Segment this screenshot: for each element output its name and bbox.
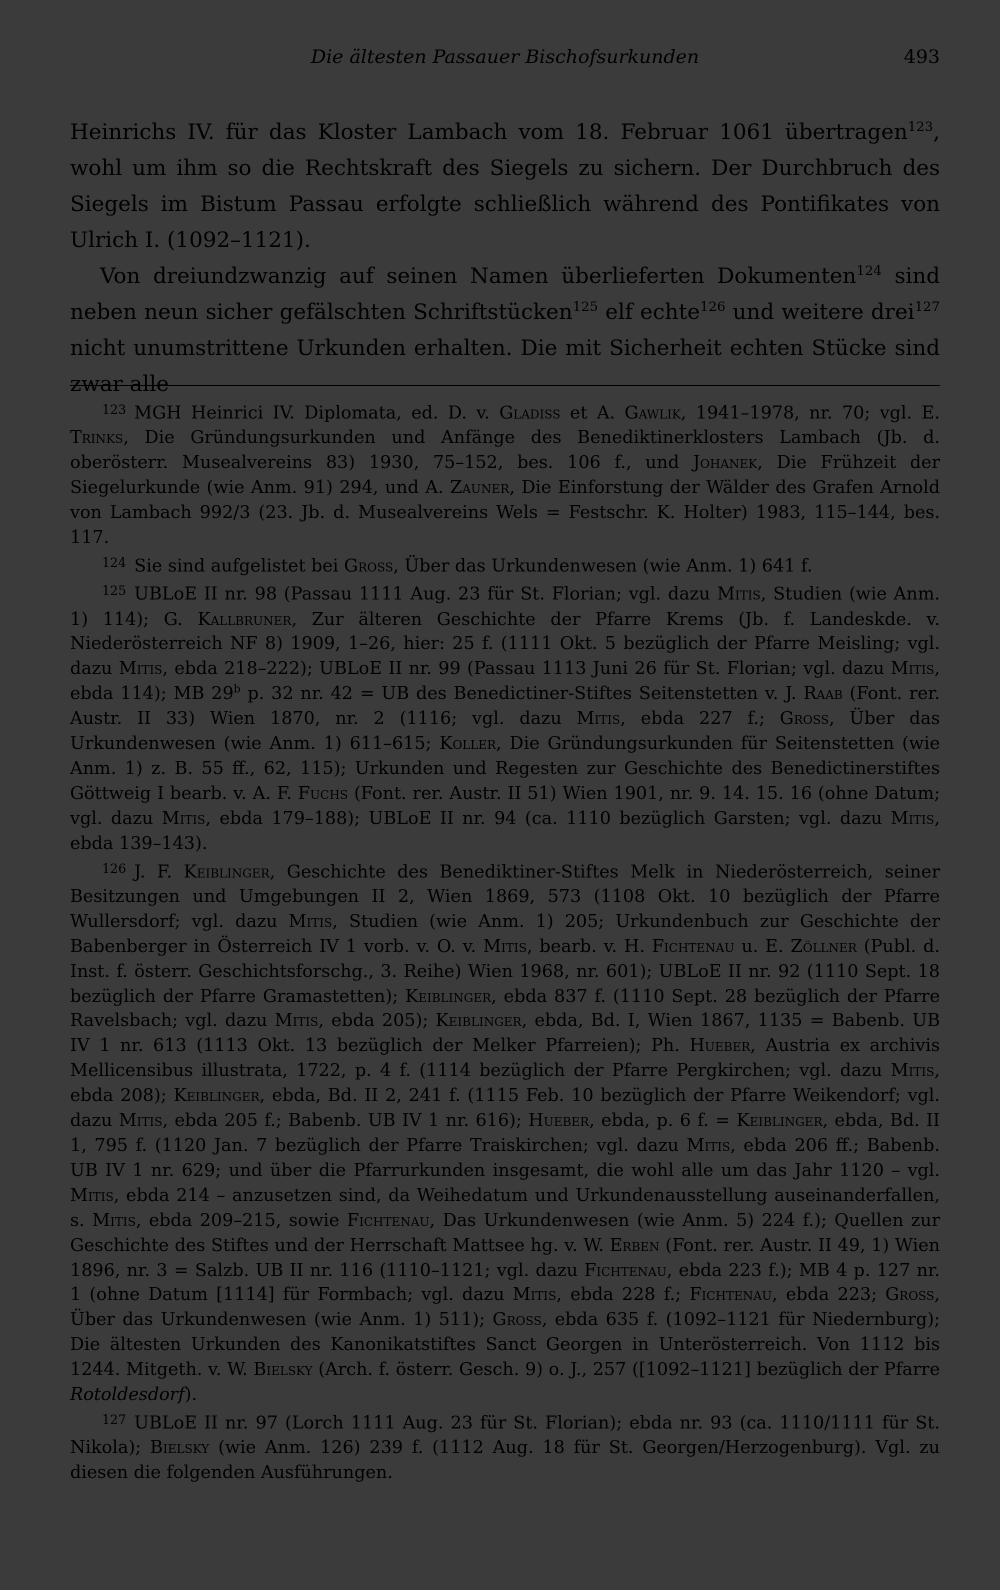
footnote-124: $^{124}$ Sie sind aufgelistet bei Gross, Über das Urkundenwesen (wie Anm. 1) 641 f. — [102, 554, 813, 577]
page-number: 493 — [903, 46, 940, 68]
footnote-number: 124 — [102, 554, 127, 570]
footnote-number: 125 — [102, 583, 127, 599]
paragraph: Von dreiundzwanzig auf seinen Namen überlieferten Dokumenten$^{124}$ sind neben neun sicher gefälschten Schriftstücken$^{125}$ elf echte$^{126}$ und weitere drei$^{127}$ nicht unumstrittene Urkunden erhalten. Die mit Sicherheit echten Stücke sind zwar alle — [70, 264, 941, 397]
footnote-ref[interactable]: 124 — [856, 264, 882, 280]
footnote-ref[interactable]: 125 — [572, 300, 599, 316]
footnote-number: 127 — [102, 1411, 127, 1427]
footnote-number: 126 — [102, 860, 127, 876]
footnote-126: $^{126}$ J. F. Keiblinger, Geschichte des Benediktiner-Stiftes Melk in Niederösterreich, seiner Besitzungen und Umgebungen II 2, Wien 1869, 573 (1108 Okt. 10 bezüglich der Pfarre Wullersdorf; vgl. dazu Mitis, Studien (wie Anm. 1) 205; Urkundenbuch zur Geschichte der Babenberger in Österreich IV 1 vorb. v. O. v. Mitis, bearb. v. H. Fichtenau u. E. Zöllner (Publ. d. Inst. f. österr. Geschichtsforschg., 3. Reihe) Wien 1968, nr. 601); UBLoE II nr. 92 (1110 Sept. 18 bezüglich der Pfarre Gramastetten); Keiblinger, ebda 837 f. (1110 Sept. 28 bezüglich der Pfarre Ravelsbach; vgl. dazu Mitis, ebda 205); Keiblinger, ebda, Bd. I, Wien 1867, 1135 = Babenb. UB IV 1 nr. 613 (1113 Okt. 13 bezüglich der Melker Pfarreien); Ph. Hueber, Austria ex archivis Mellicensibus illustrata, 1722, p. 4 f. (1114 bezüglich der Pfarre Pergkirchen; vgl. dazu Mitis, ebda 208); Keiblinger, ebda, Bd. II 2, 241 f. (1115 Feb. 10 bezüglich der Pfarre Weikendorf; vgl. dazu Mitis, ebda 205 f.; Babenb. UB IV 1 nr. 616); Hueber, ebda, p. 6 f. = Keiblinger, ebda, Bd. II 1, 795 f. (1120 Jan. 7 bezüglich der Pfarre Traiskirchen; vgl. dazu Mitis, ebda 206 ff.; Babenb. UB IV 1 nr. 629; und über die Pfarrurkunden insgesamt, die wohl alle um das Jahr 1120 – vgl. Mitis, ebda 214 – anzusetzen sind, da Weihedatum und Urkundenausstellung auseinanderfallen, s. Mitis, ebda 209–215, sowie Fichtenau, Das Urkundenwesen (wie Anm. 5) 224 f.); Quellen zur Geschichte des Stiftes und der Herrschaft Mattsee hg. v. W. Erben (Font. rer. Austr. II 49, 1) Wien 1896, nr. 3 = Salzb. UB II nr. 116 (1110–1121; vgl. dazu Fichtenau, ebda 223 f.); MB 4 p. 127 nr. 1 (ohne Datum [1114] für Formbach; vgl. dazu Mitis, ebda 228 f.; Fichtenau, ebda 223; Gross, Über das Urkundenwesen (wie Anm. 1) 511); Gross, ebda 635 f. (1092–1121 für Niedernburg); Die ältesten Urkunden des Kanonikatstiftes Sanct Georgen in Unterösterreich. Von 1112 bis 1244. Mitgeth. v. W. Bielsky (Arch. f. österr. Gesch. 9) o. J., 257 ([1092–1121] bezüglich der Pfarre Rotoldesdorf). — [70, 860, 941, 1406]
running-title: Die ältesten Passauer Bischofsurkunden — [310, 46, 700, 68]
footnotes — [70, 398, 940, 1486]
footnote-number: 123 — [102, 402, 127, 417]
footnote-127: $^{127}$ UBLoE II nr. 97 (Lorch 1111 Aug. 23 für St. Florian); ebda nr. 93 (ca. 1110/1111 für St. Nikola); Bielsky (wie Anm. 126) 239 f. (1112 Aug. 18 für St. Georgen/Herzogenburg). Vgl. zu diesen die folgenden Ausführungen. — [70, 1411, 940, 1484]
running-header — [70, 46, 940, 76]
paragraph: Heinrichs IV. für das Kloster Lambach vom 18. Februar 1061 übertragen$^{123}$, wohl um ihm so die Rechtskraft des Siegels zu sichern. Der Durchbruch des Siegels im Bistum Passau erfolgte schließlich während des Pontifikates von Ulrich I. (1092–1121). — [70, 120, 940, 253]
footnote-ref[interactable]: 123 — [907, 120, 934, 136]
footnote-divider — [70, 385, 940, 386]
footnote-ref[interactable]: 127 — [914, 300, 941, 316]
footnote-125: $^{125}$ UBLoE II nr. 98 (Passau 1111 Aug. 23 für St. Florian; vgl. dazu Mitis, Studien (wie Anm. 1) 114); G. Kallbruner, Zur älteren Geschichte der Pfarre Krems (Jb. f. Landeskde. v. Niederösterreich NF 8) 1909, 1–26, hier: 25 f. (1111 Okt. 5 bezüglich der Pfarre Meisling; vgl. dazu Mitis, ebda 218–222); UBLoE II nr. 99 (Passau 1113 Juni 26 für St. Florian; vgl. dazu Mitis, ebda 114); MB 29$^b$ p. 32 nr. 42 = UB des Benedictiner-Stiftes Seitenstetten v. J. Raab (Font. rer. Austr. II 33) Wien 1870, nr. 2 (1116; vgl. dazu Mitis, ebda 227 f.; Gross, Über das Urkundenwesen (wie Anm. 1) 611–615; Koller, Die Gründungsurkunden für Seitenstetten (wie Anm. 1) z. B. 55 ff., 62, 115); Urkunden und Regesten zur Geschichte des Benedictinerstiftes Göttweig I bearb. v. A. F. Fuchs (Font. rer. Austr. II 51) Wien 1901, nr. 9. 14. 15. 16 (ohne Datum; vgl. dazu Mitis, ebda 179–188); UBLoE II nr. 94 (ca. 1110 bezüglich Garsten; vgl. dazu Mitis, ebda 139–143). — [70, 583, 940, 854]
footnote-ref[interactable]: 126 — [700, 300, 726, 316]
main-text — [70, 115, 940, 403]
footnote-123: $^{123}$ MGH Heinrici IV. Diplomata, ed. D. v. Gladiss et A. Gawlik, 1941–1978, nr. 70; vgl. E. Trinks, Die Gründungsurkunden und Anfänge des Benediktinerklosters Lambach (Jb. d. oberösterr. Musealvereins 83) 1930, 75–152, bes. 106 f., und Johanek, Die Frühzeit der Siegelurkunde (wie Anm. 91) 294, und A. Zauner, Die Einforstung der Wälder des Grafen Arnold von Lambach 992/3 (23. Jb. d. Musealvereins Wels = Festschr. K. Holter) 1983, 115–144, bes. 117. — [70, 402, 941, 548]
